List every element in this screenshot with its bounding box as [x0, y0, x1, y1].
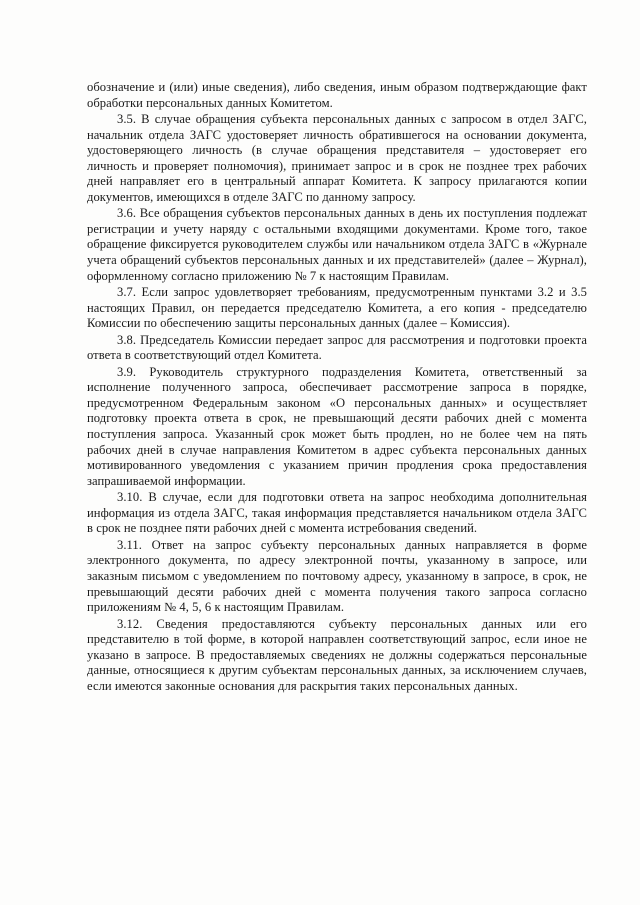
document-body — [87, 80, 587, 694]
paragraph-3-7: 3.7. Если запрос удовлетворяет требованиям, предусмотренным пунктами 3.2 и 3.5 настоящих Правил, он передается председателю Комитета, а его копия - председателю Комиссии по обеспечению защиты персональных данных (далее – Комиссия). — [87, 285, 587, 331]
paragraph-3-5: 3.5. В случае обращения субъекта персональных данных с запросом в отдел ЗАГС, начальник отдела ЗАГС удостоверяет личность обратившегося на основании документа, удостоверяющего личность (в случае обращения представителя – удостоверяет его личность и проверяет полномочия), принимает запрос и в срок не позднее трех рабочих дней направляет его в центральный аппарат Комитета. К запросу прилагаются копии документов, имеющихся в отделе ЗАГС по данному запросу. — [87, 112, 587, 204]
paragraph-3-11: 3.11. Ответ на запрос субъекту персональных данных направляется в форме электронного документа, по адресу электронной почты, указанному в запросе, или заказным письмом с уведомлением по почтовому адресу, указанному в запросе, в срок, не превышающий десяти рабочих дней с момента получения такого запроса согласно приложениям № 4, 5, 6 к настоящим Правилам. — [87, 537, 587, 615]
paragraph-3-12: 3.12. Сведения предоставляются субъекту персональных данных или его представителю в той форме, в которой направлен соответствующий запрос, если иное не указано в запросе. В предоставляемых сведениях не должны содержаться персональные данные, относящиеся к другим субъектам персональных данных, за исключением случаев, если имеются законные основания для раскрытия таких персональных данных. — [87, 616, 587, 693]
paragraph-3-10: 3.10. В случае, если для подготовки ответа на запрос необходима дополнительная информация из отдела ЗАГС, такая информация представляется начальником отдела ЗАГС в срок не позднее пяти рабочих дней с момента истребования сведений. — [87, 490, 587, 536]
paragraph-3-8: 3.8. Председатель Комиссии передает запрос для рассмотрения и подготовки проекта ответа в соответствующий отдел Комитета. — [87, 332, 587, 363]
paragraph-continuation: обозначение и (или) иные сведения), либо сведения, иным образом подтверждающие факт обработки персональных данных Комитетом. — [87, 80, 587, 110]
paragraph-3-6: 3.6. Все обращения субъектов персональных данных в день их поступления подлежат регистрации и учету наряду с остальными входящими документами. Кроме того, такое обращение фиксируется руководителем службы или начальником отдела ЗАГС в «Журнале учета обращений субъектов персональных данных и их представителей» (далее – Журнал), оформленному согласно приложению № 7 к настоящим Правилам. — [87, 206, 587, 283]
paragraph-3-9: 3.9. Руководитель структурного подразделения Комитета, ответственный за исполнение полученного запроса, обеспечивает рассмотрение запроса в порядке, предусмотренном Федеральным законом «О персональных данных» и осуществляет подготовку проекта ответа в срок, не превышающий десяти рабочих дней с момента поступления запроса. Указанный срок может быть продлен, но не более чем на пять рабочих дней в случае направления Комитетом в адрес субъекта персональных данных мотивированного уведомления с указанием причин продления срока предоставления запрашиваемой информации. — [87, 364, 587, 488]
